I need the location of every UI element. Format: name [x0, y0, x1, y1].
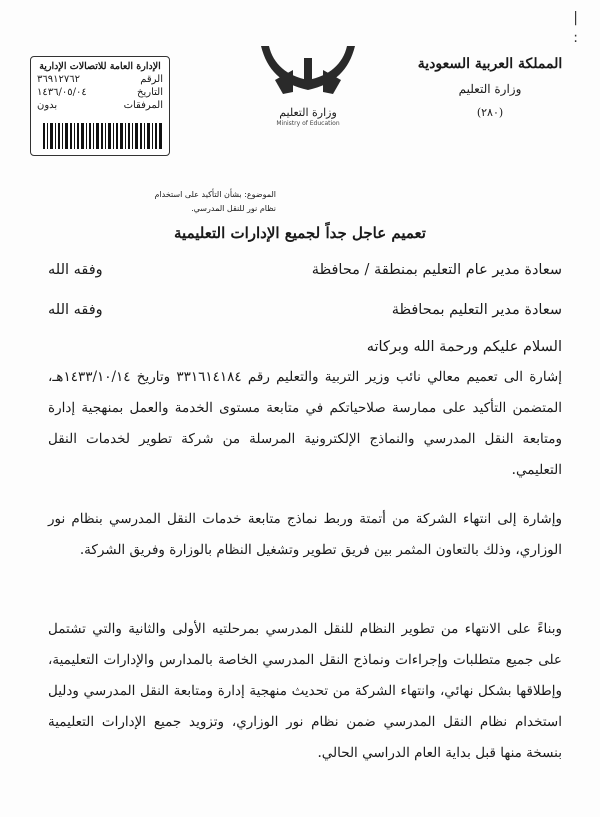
stamp-attachments-value: بدون: [37, 100, 58, 111]
stamp-date-row: [37, 86, 163, 99]
stamp-attachments-row: [37, 99, 163, 112]
paragraph-3: وبناءً على الانتهاء من تطوير النظام للنقل المدرسي بمرحلتيه الأولى والثانية والتي تشتمل على جميع متطلبات وإجراءات ونماذج النقل المدرسي الخاصة بالمدارس والإدارات التعليمية، وإطلاقها بشكل نهائي، وانتهاء الشركة من تحديث منهجية إدارة ومتابعة النقل المدرسي ودليل استخدام نظام النقل المدرسي ضمن نظام نور الوزاري، وتزويد جميع الإدارات التعليمية بنسخة منها قبل بداية العام الدراسي الحالي.: [48, 621, 562, 761]
circular-title: تعميم عاجل جداً لجميع الإدارات التعليمية: [174, 224, 426, 242]
addressee-1-recipient: سعادة مدير عام التعليم بمنطقة / محافظة: [311, 262, 562, 278]
reference-stamp: [30, 56, 170, 156]
stamp-date-value: ١٤٣٦/٠٥/٠٤: [37, 87, 87, 98]
addressee-2: [48, 302, 562, 318]
stamp-number-row: [37, 73, 163, 86]
stamp-attachments-label: المرفقات: [123, 100, 163, 111]
greeting: السلام عليكم ورحمة الله وبركاته: [366, 339, 562, 355]
stamp-number-label: الرقم: [140, 74, 163, 85]
paragraph-2: وإشارة إلى انتهاء الشركة من أتمتة وربط نماذج متابعة خدمات النقل المدرسي بنظام نور الوزاري، وذلك بالتعاون المثمر بين فريق تطوير وتشغيل النظام بالوزارة وفريق الشركة.: [48, 511, 562, 558]
subject-line-2: نظام نور للنقل المدرسي.: [191, 204, 276, 213]
ministry-name: وزارة التعليم: [458, 82, 522, 96]
addressee-1: [48, 262, 562, 278]
stamp-date-label: التاريخ: [137, 87, 163, 98]
letterhead: [410, 54, 570, 124]
letter-subject: [46, 188, 276, 216]
logo-arabic-text: وزارة التعليم: [279, 106, 337, 119]
barcode-icon: [43, 123, 163, 149]
book-logo-icon: [253, 40, 363, 102]
logo-english-text: Ministry of Education: [276, 120, 340, 127]
country-name: المملكة العربية السعودية: [417, 56, 563, 72]
ministry-logo: [248, 40, 368, 150]
addressee-1-blessing: وفقه الله: [48, 262, 103, 278]
addressee-2-blessing: وفقه الله: [48, 302, 103, 318]
page-edge-marks: | :: [573, 10, 578, 46]
stamp-title: الإدارة العامة للاتصالات الإدارية: [39, 61, 161, 72]
paragraph-1: إشارة الى تعميم معالي نائب وزير التربية والتعليم رقم ٣٣١٦١٤١٨٤ وتاريخ ١٤٣٣/١٠/١٤هـ، المتضمن التأكيد على ممارسة صلاحياتكم في متابعة مستوى الخدمة والعمل بمنهجية إدارة ومتابعة النقل المدرسي والنماذج الإلكترونية المرسلة من شركة تطوير لخدمات النقل التعليمي.: [48, 369, 562, 478]
stamp-number-value: ٣٦٩١٢٧٦٢: [37, 74, 80, 85]
addressee-2-recipient: سعادة مدير التعليم بمحافظة: [391, 302, 562, 318]
letterhead-code: (٢٨٠): [476, 106, 504, 119]
subject-line-1: الموضوع: بشأن التأكيد على استخدام: [154, 190, 276, 199]
